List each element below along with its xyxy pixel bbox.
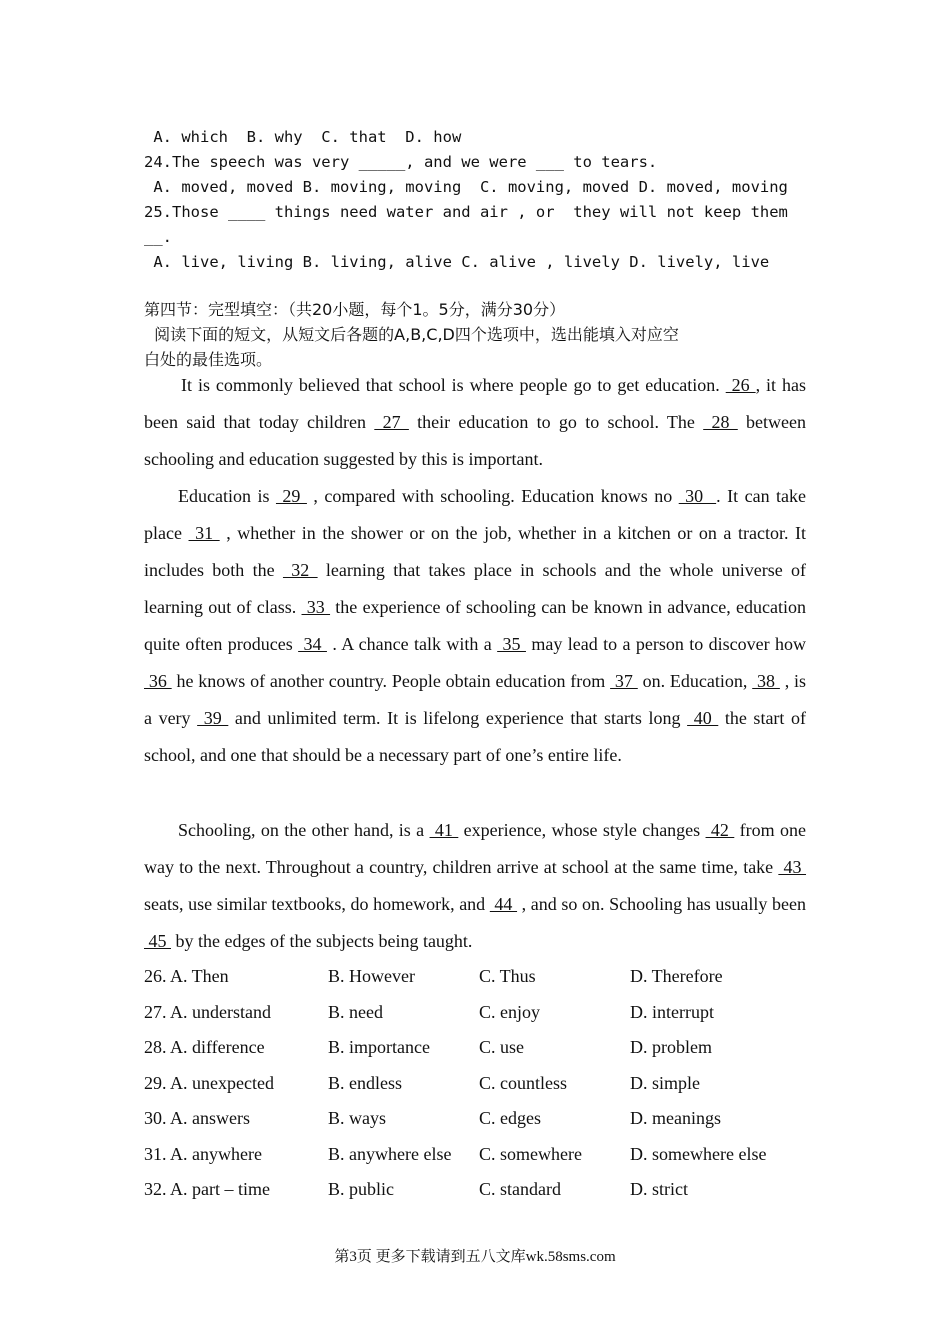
option-choice-b: B. endless: [328, 1072, 402, 1093]
option-choice-b: B. anywhere else: [328, 1143, 452, 1164]
passage-text: It is commonly believed that school is where people go to get education.: [181, 375, 726, 395]
blank-number: 36: [144, 671, 172, 691]
page-footer: 第3页 更多下载请到五八文库wk.58sms.com: [334, 1249, 616, 1265]
passage-text: by the edges of the subjects being taught.: [171, 931, 473, 951]
option-choice-d: D. meanings: [630, 1108, 721, 1128]
option-choice-d: D. simple: [630, 1072, 700, 1093]
passage-text: , compared with schooling. Education knows no: [306, 486, 679, 506]
option-choice-b: B. ways: [328, 1108, 386, 1128]
blank-number: 43: [778, 857, 807, 877]
option-row: [144, 1037, 806, 1061]
q23-options: A. which B. why C. that D. how: [144, 128, 462, 146]
blank-number: 32: [282, 560, 318, 580]
passage-text: he knows of another country. People obtain education from: [171, 671, 611, 691]
option-row: [144, 966, 806, 990]
option-row: [144, 1179, 806, 1203]
option-choice-c: C. edges: [479, 1108, 541, 1128]
blank-number: 28: [703, 412, 738, 432]
option-row: [144, 1002, 806, 1026]
blank-number: 35: [497, 634, 526, 654]
option-choice-b: B. need: [328, 1001, 383, 1022]
blank-number: 37: [610, 671, 638, 691]
blank-number: 45: [144, 931, 171, 951]
passage-paragraph-1: [144, 367, 806, 478]
passage-text: , whether in the shower or on the job, whether in a kitchen or on a tractor. It includes both the: [144, 523, 807, 580]
passage-text: the start of school, and one that should be a necessary part of one’s entire life.: [144, 708, 807, 765]
blank-number: 41: [429, 820, 459, 840]
blank-number: 38: [752, 671, 780, 691]
passage-text: their education to go to school. The: [408, 412, 704, 432]
option-choice-a: 31. A. anywhere: [144, 1143, 262, 1164]
passage-text: and unlimited term. It is lifelong experience that starts long: [228, 708, 688, 728]
passage-text: seats, use similar textbooks, do homework, and: [144, 894, 490, 914]
passage-text: . It can take place: [144, 486, 807, 543]
passage-text: learning that takes place in schools and the whole universe of learning out of class.: [144, 560, 807, 617]
option-choice-a: 26. A. Then: [144, 966, 229, 986]
blank-number: 30: [678, 486, 717, 506]
option-choice-d: D. somewhere else: [630, 1143, 767, 1164]
option-row: [144, 1108, 806, 1132]
section-title: 第四节：完型填空：（共20小题，每个1。5分，满分30分）: [144, 300, 566, 319]
passage-text: . A chance talk with a: [326, 634, 498, 654]
section-instruction-cont: 白处的最佳选项。: [144, 350, 273, 369]
q25-options: A. live, living B. living, alive C. alive , lively D. lively, live: [144, 253, 770, 271]
passage-text: on. Education,: [637, 671, 753, 691]
option-choice-a: 27. A. understand: [144, 1001, 271, 1022]
passage-paragraph-2: [144, 478, 806, 774]
passage-text: , is a very: [144, 671, 807, 728]
blank-number: 42: [705, 820, 735, 840]
option-choice-d: D. problem: [630, 1037, 712, 1057]
option-choice-c: C. enjoy: [479, 1001, 540, 1022]
option-choice-c: C. somewhere: [479, 1143, 582, 1164]
blank-number: 39: [197, 708, 229, 728]
option-row: [144, 1073, 806, 1097]
blank-number: 29: [275, 486, 307, 506]
option-choice-c: C. Thus: [479, 966, 536, 986]
option-choice-d: D. Therefore: [630, 966, 723, 986]
option-choice-b: B. public: [328, 1179, 394, 1199]
passage-text: may lead to a person to discover how: [525, 634, 807, 654]
blank-number: 33: [301, 597, 331, 617]
option-choice-d: D. strict: [630, 1179, 688, 1199]
q25-question: 25.Those ____ things need water and air , or they will not keep them: [144, 203, 788, 221]
passage-text: Schooling, on the other hand, is a: [178, 820, 430, 840]
option-row: [144, 1144, 806, 1168]
section-instruction: 阅读下面的短文，从短文后各题的A,B,C,D四个选项中，选出能填入对应空: [144, 325, 679, 344]
q24-question: 24.The speech was very _____, and we were ___ to tears.: [144, 153, 658, 171]
blank-number: 27: [374, 412, 409, 432]
passage-text: from one way to the next. Throughout a country, children arrive at school at the same time, take: [144, 820, 807, 877]
option-choice-a: 32. A. part – time: [144, 1179, 270, 1199]
blank-number: 31: [188, 523, 220, 543]
passage-text: experience, whose style changes: [458, 820, 706, 840]
blank-number: 34: [298, 634, 327, 654]
passage-paragraph-3: [144, 812, 806, 960]
option-choice-a: 29. A. unexpected: [144, 1072, 274, 1093]
blank-number: 44: [489, 894, 518, 914]
option-choice-b: B. importance: [328, 1037, 430, 1057]
passage-text: the experience of schooling can be known in advance, education quite often produces: [144, 597, 806, 654]
blank-number: 40: [687, 708, 719, 728]
passage-text: between schooling and education suggested by this is important.: [144, 412, 807, 469]
passage-text: , and so on. Schooling has usually been: [517, 894, 807, 914]
option-choice-b: B. However: [328, 966, 415, 986]
option-choice-a: 30. A. answers: [144, 1108, 250, 1128]
option-choice-d: D. interrupt: [630, 1001, 714, 1022]
passage-text: Education is: [178, 486, 276, 506]
q25-question-cont: __.: [144, 228, 172, 246]
option-choice-a: 28. A. difference: [144, 1037, 265, 1057]
option-choice-c: C. use: [479, 1037, 524, 1057]
option-choice-c: C. countless: [479, 1072, 567, 1093]
passage-text: , it has been said that today children: [144, 375, 807, 432]
blank-number: 26: [725, 375, 756, 395]
q24-options: A. moved, moved B. moving, moving C. moving, moved D. moved, moving: [144, 178, 788, 196]
option-choice-c: C. standard: [479, 1179, 561, 1199]
